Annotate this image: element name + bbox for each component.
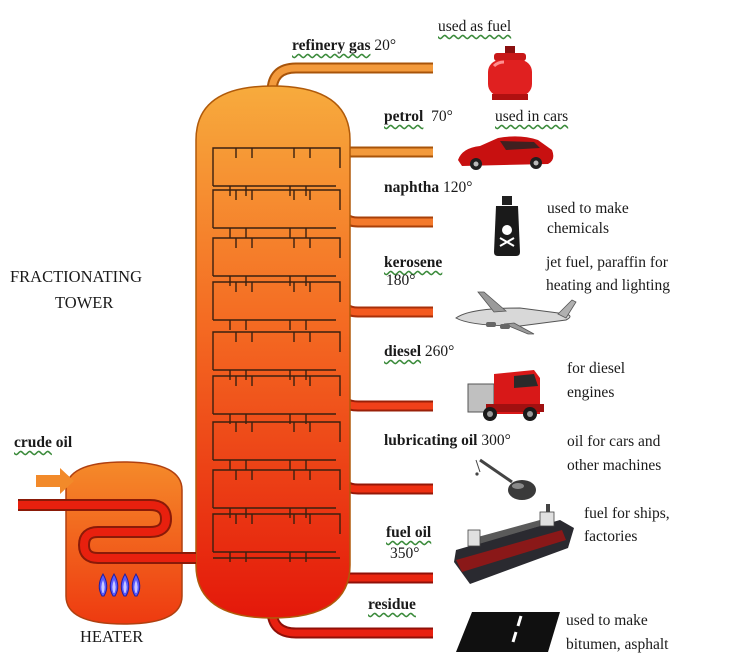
fraction-kerosene-temp: 180° [386,272,416,289]
fraction-petrol [384,108,453,126]
use-naphtha-line1: used to make [547,200,629,217]
crude-oil-word1: crude [14,434,52,451]
fraction-diesel [384,343,454,361]
car-icon [458,136,553,170]
fraction-name: fuel oil [386,524,432,541]
use-diesel-line2: engines [567,384,615,401]
use-text: used in cars [495,108,569,125]
use-refinery-gas [438,18,511,36]
ship-icon [454,504,574,584]
fraction-residue [368,596,416,614]
fraction-name: diesel [384,343,422,360]
tower-title-line1: FRACTIONATING [10,267,142,286]
use-lubricating-oil-line2: other machines [567,457,662,474]
use-residue-line2: bitumen, asphalt [566,636,669,653]
poison-bottle-icon [494,196,520,256]
fraction-name: residue [368,596,416,613]
fraction-temp: 120° [443,179,473,196]
fraction-kerosene-name [384,254,442,272]
heater-label: HEATER [80,627,144,646]
use-kerosene-line2: heating and lighting [546,277,670,294]
fraction-temp: 260° [424,343,455,360]
road-icon [456,612,560,652]
fraction-fuel-oil-temp: 350° [390,545,420,562]
use-lubricating-oil-line1: oil for cars and [567,433,661,450]
use-text: used as fuel [438,18,512,35]
fraction-refinery-gas [292,37,396,55]
use-fuel-oil-line1: fuel for ships, [584,505,670,522]
fraction-temp: 300° [481,432,511,449]
gas-canister-icon [488,46,532,100]
fraction-temp: 70° [431,108,453,125]
fraction-name: petrol [384,108,424,125]
fraction-name: refinery gas [292,37,371,54]
fraction-name: naphtha [384,179,440,196]
use-kerosene-line1: jet fuel, paraffin for [546,254,668,271]
use-diesel-line1: for diesel [567,360,626,377]
use-petrol [495,108,568,126]
fraction-temp: 20° [374,37,397,54]
fraction-name: kerosene [384,254,443,271]
use-fuel-oil-line2: factories [584,528,638,545]
use-naphtha-line2: chemicals [547,220,609,233]
oil-can-icon [475,460,536,500]
crude-oil-word2: oil [55,434,73,451]
use-residue-line1: used to make [566,612,648,629]
fraction-lubricating-oil [384,432,511,450]
crude-oil-label [14,434,72,452]
fraction-fuel-oil-name [386,524,431,542]
fractionating-tower [196,86,350,618]
truck-icon [468,370,544,421]
fraction-name: lubricating oil [384,432,478,449]
airplane-icon [456,292,576,334]
tower-title-line2: TOWER [55,293,114,312]
fraction-naphtha [384,179,472,197]
